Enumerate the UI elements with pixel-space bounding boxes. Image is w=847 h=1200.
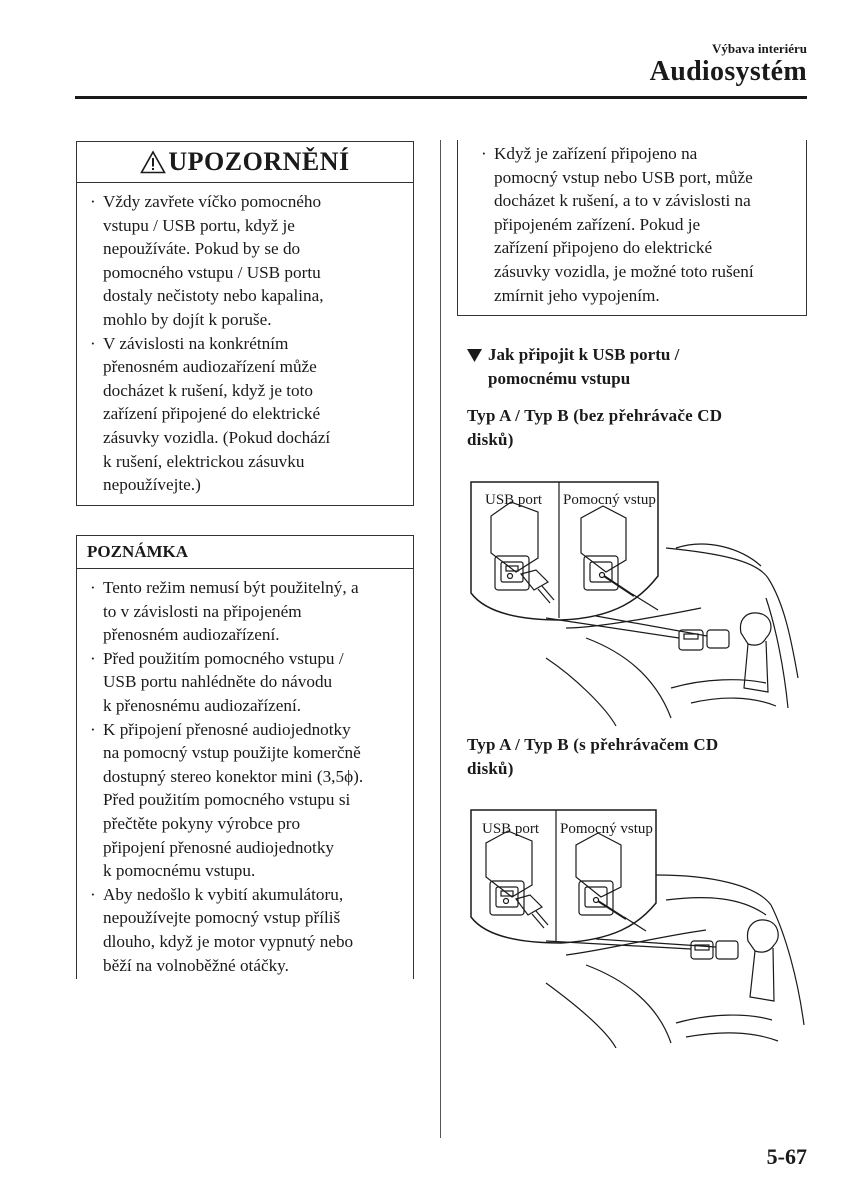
list-item: · Když je zařízení připojeno na pomocný vstup nebo USB port, může docházet k rušení, a to v závislosti na připojeném zařízení. Pokud je zařízení připojeno do elektrické zásuvky vozidla, je možné toto rušení zmírnit jeho vypojením.: [494, 142, 754, 307]
note-title: POZNÁMKA: [77, 536, 413, 569]
warning-box: [76, 141, 414, 506]
list-item: · Tento režim nemusí být použitelný, a to v závislosti na připojeném přenosném audiozařízení.: [103, 576, 363, 647]
continued-note-list: [494, 142, 754, 307]
header-rule: [75, 96, 807, 99]
usb-port-label: USB port: [482, 821, 540, 837]
list-item: · Aby nedošlo k vybití akumulátoru, nepoužívejte pomocný vstup příliš dlouho, když je motor vypnutý nebo běží na volnoběžné otáčky.: [103, 883, 363, 977]
list-item: · Vždy zavřete víčko pomocného vstupu / USB portu, když je nepoužíváte. Pokud by se do pomocného vstupu / USB portu dostaly nečistoty nebo kapalina, mohlo by dojít k poruše.: [103, 190, 330, 332]
warning-list: [103, 190, 330, 497]
column-divider: [440, 140, 441, 1138]
section-heading: [467, 343, 679, 391]
section-title: Jak připojit k USB portu / pomocnému vstupu: [488, 345, 680, 388]
note-list: [103, 576, 363, 977]
figure-caption: Typ A / Typ B (s přehrávačem CD disků): [467, 735, 719, 778]
aux-input-label: Pomocný vstup: [563, 492, 656, 508]
usb-port-label: USB port: [485, 492, 543, 508]
list-item: · K připojení přenosné audiojednotky na pomocný vstup použijte komerčně dostupný stereo konektor mini (3,5ϕ). Před použitím pomocného vstupu si přečtěte pokyny výrobce pro připojení přenosné audiojednotky k pomocnému vstupu.: [103, 718, 363, 883]
figure-caption: Typ A / Typ B (bez přehrávače CD disků): [467, 406, 723, 449]
down-triangle-icon: [467, 349, 482, 362]
list-item: · V závislosti na konkrétním přenosném audiozařízení může docházet k rušení, když je toto zařízení připojené do elektrické zásuvky vozidla. (Pokud dochází k rušení, elektrickou zásuvku nepoužívejte.): [103, 332, 330, 497]
warning-header: [77, 142, 413, 183]
warning-title: UPOZORNĚNÍ: [168, 147, 350, 176]
page-title: Audiosystém: [649, 56, 807, 87]
list-item: · Před použitím pomocného vstupu / USB portu nahlédněte do návodu k přenosnému audiozařízení.: [103, 647, 363, 718]
section-header: Výbava interiéru: [712, 41, 807, 56]
usb-aux-illustration: [466, 805, 808, 1048]
continued-note-box: [457, 140, 807, 316]
aux-input-label: Pomocný vstup: [560, 821, 653, 837]
usb-aux-illustration: [466, 478, 808, 726]
page-number: 5-67: [766, 1144, 807, 1169]
warning-triangle-icon: [140, 150, 166, 174]
note-box: [76, 535, 414, 979]
